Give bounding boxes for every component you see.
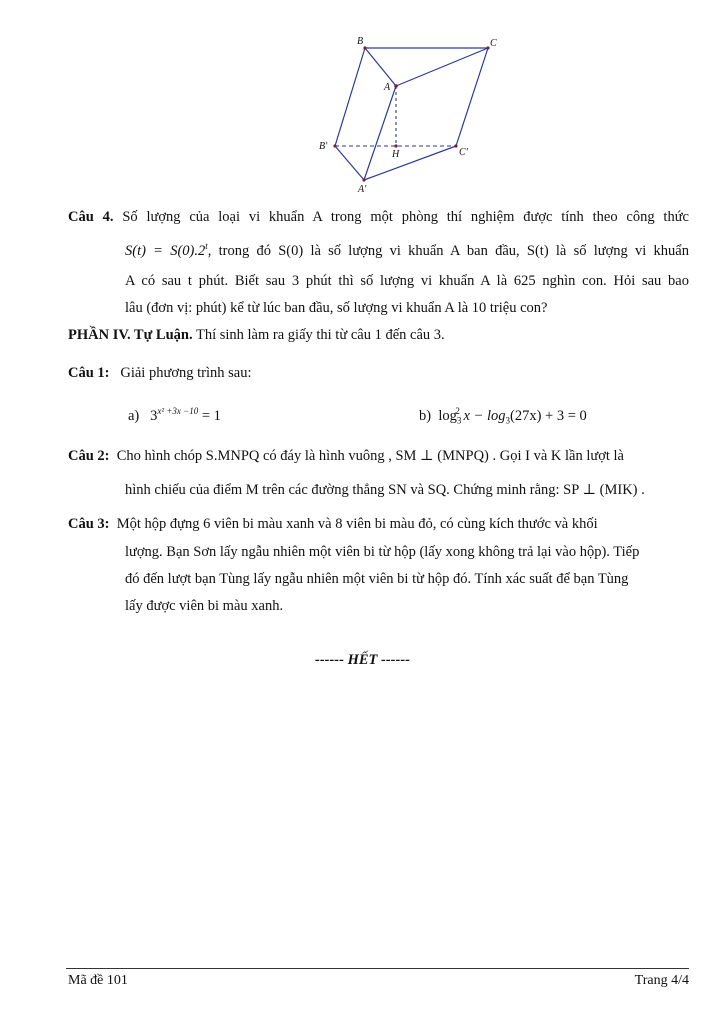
label-C: C (490, 38, 497, 49)
label-H: H (392, 149, 400, 160)
question-3-line1: Một hộp đựng 6 viên bi màu xanh và 8 viên bi màu đỏ, có cùng kích thước và khối (116, 516, 598, 532)
edge-AA' (364, 86, 396, 180)
edge-AC (396, 48, 488, 86)
question-4-line2-rest: , trong đó S(0) là số lượng vi khuẩn A ban đầu, S(t) là số lượng vi khuẩn (207, 242, 689, 259)
edge-CC' (456, 48, 488, 146)
question-4-formula: S(t) = S(0).2 (125, 242, 206, 259)
question-2-line1: Cho hình chóp S.MNPQ có đáy là hình vuông , SM ⊥ (MNPQ) . Gọi I và K lần lượt là (116, 448, 624, 464)
edge-BA (365, 48, 396, 86)
part-4-heading (68, 321, 445, 350)
prism-figure (300, 30, 520, 200)
edge-A'C' (364, 146, 456, 180)
question-1b-text3: (27x) + 3 = 0 (510, 407, 587, 424)
question-3-label: Câu 3: (68, 516, 110, 532)
question-1 (68, 359, 251, 388)
question-1-label: Câu 1: (68, 365, 110, 381)
question-4-line1: Số lượng của loại vi khuẩn A trong một phòng thí nghiệm được tính theo công thức (122, 209, 689, 225)
footer-divider (66, 968, 689, 969)
question-1a-base: 3 (150, 407, 158, 424)
label-B: B (357, 36, 364, 47)
question-4-line2 (125, 232, 689, 266)
label-A-prime: A' (358, 184, 367, 195)
question-3-line3: đó đến lượt bạn Tùng lấy ngẫu nhiên một viên bi từ hộp đó. Tính xác suất để bạn Tùng (125, 571, 629, 587)
question-1b-label: b) (419, 407, 432, 424)
question-4-label: Câu 4. (68, 209, 114, 225)
label-C-prime: C' (459, 147, 468, 158)
question-1b-log: log (438, 407, 457, 424)
footer-exam-code: Mã đề 101 (68, 973, 128, 988)
question-1a-rest: = 1 (198, 407, 221, 424)
question-3 (68, 510, 689, 539)
question-1-text: Giải phương trình sau: (120, 365, 252, 381)
question-2-label: Câu 2: (68, 448, 110, 464)
question-1b-sub2: 3 (505, 415, 510, 426)
question-1b-text2: x − log (459, 407, 506, 424)
question-1a-exp: x² +3x −10 (157, 406, 199, 416)
part-4-label: PHẦN IV. Tự Luận. (68, 327, 193, 343)
question-3-line4: lấy được viên bi màu xanh. (125, 598, 284, 614)
part-4-text: Thí sinh làm ra giấy thi từ câu 1 đến câu 3. (192, 327, 445, 343)
edge-BB' (335, 48, 365, 146)
question-1b (419, 397, 587, 436)
question-3-line2: lượng. Bạn Sơn lấy ngẫu nhiên một viên bi từ hộp (lấy xong không trả lại vào hộp). Tiếp (125, 544, 640, 560)
question-1a (128, 397, 221, 431)
footer-page-number: Trang 4/4 (634, 973, 689, 988)
question-2-line2: hình chiếu của điểm M trên các đường thẳng SN và SQ. Chứng minh rằng: SP ⊥ (MIK) . (125, 482, 645, 498)
label-B-prime: B' (319, 141, 328, 152)
question-4-line3: A có sau t phút. Biết sau 3 phút thì số lượng vi khuẩn A là 625 nghìn con. Hỏi sau bao (125, 273, 689, 289)
prism-diagram (300, 30, 520, 200)
question-4-line4: lâu (đơn vị: phút) kể từ lúc ban đầu, số lượng vi khuẩn A là 10 triệu con? (125, 300, 548, 316)
question-1b-sup: 2 (455, 406, 460, 416)
question-2 (68, 442, 689, 471)
edge-B'A' (335, 146, 364, 180)
question-4-formula-exp: t (205, 241, 208, 251)
question-1b-sub: 3 (456, 415, 462, 426)
end-marker: ------ HẾT ------ (314, 652, 410, 668)
label-A: A (384, 82, 391, 93)
question-4 (68, 203, 689, 232)
question-1a-label: a) (128, 407, 140, 424)
